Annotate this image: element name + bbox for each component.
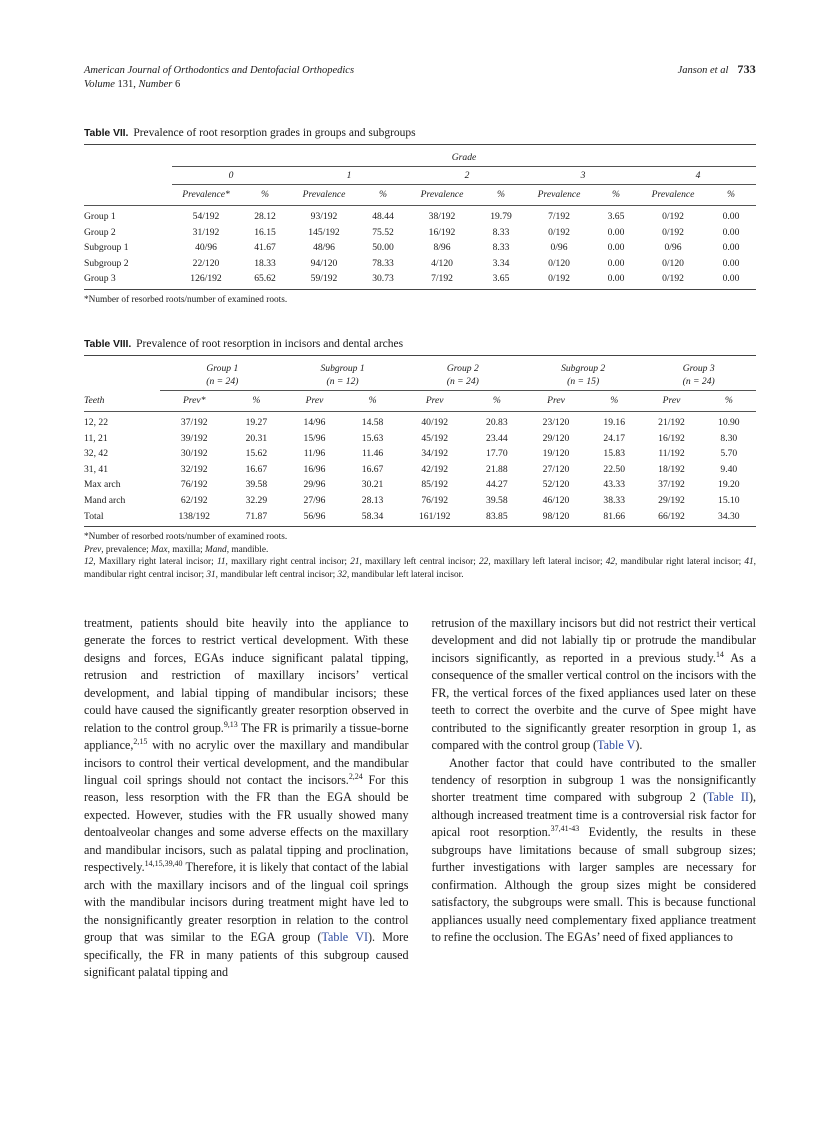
table-vii-row2-c1: 41.67	[254, 242, 276, 254]
table-viii-row5-c0: 62/192	[180, 495, 208, 507]
text-run: retrusion of the maxillary incisors but did not restrict their vertical development and did not labially tip or protrude the mandibular incisors significantly, as reported in a previous study.	[431, 615, 756, 665]
table-viii-prev-3: Prev	[547, 395, 565, 407]
table-vii-prevalence-0: Prevalence*	[182, 189, 230, 201]
table-vii-row1-c1: 16.15	[254, 226, 276, 238]
table-viii-block	[84, 337, 756, 581]
table-vii-row0-c4: 38/192	[428, 211, 456, 223]
table-vii-row2-label: Subgroup 1	[84, 242, 129, 254]
volume-number: 131,	[117, 79, 136, 90]
table-vii-row1-c3: 75.52	[372, 226, 394, 238]
text-run: treatment, patients should bite heavily into the appliance to generate the forces to restrict vertical development. With these designs and forces, EGAs induce significant palatal tipping, retrusion and restriction of maxillary incisors’ vertical development, and labial tipping of mandibular incisors; these could have caused the significantly greater resorption observed in relation to the control group.	[84, 615, 409, 735]
table-viii-row4-c0: 76/192	[180, 479, 208, 491]
table-vii-row1-c4: 16/192	[428, 226, 456, 238]
table-vii-subheader-row	[84, 185, 756, 205]
table-vii-grade-superheader-row	[84, 151, 756, 166]
table-viii-percent-3: %	[610, 395, 619, 407]
table-viii-row3-c5: 21.88	[486, 463, 508, 475]
table-viii-row3-c9: 9.40	[720, 463, 738, 475]
table-vii-row2-c7: 0.00	[607, 242, 625, 254]
table-viii-row2-c8: 11/192	[658, 448, 685, 460]
table-viii-row3-c1: 16.67	[245, 463, 268, 475]
page-number: 733	[737, 62, 756, 76]
table-row	[84, 493, 756, 509]
table-viii-row4-c2: 29/96	[303, 479, 326, 491]
table-vii-grade-0: 0	[228, 170, 234, 182]
paragraph	[84, 615, 409, 982]
table-viii-row0-c7: 19.16	[603, 417, 626, 429]
table-viii-group-0: Group 1	[206, 362, 239, 374]
number-label: Number	[138, 79, 173, 90]
table-vii-grade-1: 1	[346, 170, 352, 182]
table-viii-row1-c8: 16/192	[658, 432, 685, 444]
page-content	[84, 62, 756, 981]
table-vii-row0-c5: 19.79	[490, 211, 512, 223]
table-vii-percent-1: %	[379, 189, 387, 201]
citation-superscript: 2,24	[348, 771, 363, 781]
table-vii-row0-c2: 93/192	[310, 211, 338, 223]
table-viii-group-header-row	[84, 362, 756, 375]
table-vii-percent-2: %	[497, 189, 505, 201]
table-viii-row3-c7: 22.50	[603, 463, 626, 475]
table-viii-group-1-n: (n = 12)	[326, 375, 359, 387]
table-viii-body	[84, 412, 756, 527]
table-viii-row6-c6: 98/120	[542, 510, 570, 522]
text-run: with no acrylic over the maxillary and mandibular incisors to control their vertical development, and the mandibular lingual coil springs should not contact the incisors.	[84, 738, 409, 788]
table-viii-row4-c1: 39.58	[245, 479, 268, 491]
table-vii-grade-4: 4	[695, 170, 701, 182]
table-viii-row0-c3: 14.58	[361, 417, 384, 429]
table-vii-row3-c2: 94/120	[310, 257, 338, 269]
table-vii-row1-c2: 145/192	[308, 226, 340, 238]
table-viii-row0-c4: 40/192	[421, 417, 449, 429]
table-vii-row0-c6: 7/192	[548, 211, 570, 223]
text-run: Evidently, the results in these subgroups have limitations because of small subgroup sizes; further investigations with larger samples are necessary for confirmation. Although the group sizes might be considered satisfactory, the subgroups were small. This is because functional appliances usually need complementary fixed appliance treatment to refine the occlusion. The EGAs’ need of fixed appliances to	[431, 825, 756, 945]
table-viii-row5-c9: 15.10	[718, 495, 740, 507]
table-cross-reference[interactable]: Table II	[706, 790, 749, 805]
table-viii-row5-c3: 28.13	[361, 495, 384, 507]
text-run: Another factor that could have contributed to the smaller tendency of resorption in subgroup 1 was the nonsignificantly shorter treatment time compared with subgroup 2 (	[431, 755, 756, 805]
table-viii-row4-label: Max arch	[84, 479, 121, 491]
paragraph	[432, 755, 757, 947]
table-viii-group-0-n: (n = 24)	[206, 375, 239, 387]
table-vii-prevalence-3: Prevalence	[537, 189, 581, 201]
table-vii-percent-4: %	[727, 189, 735, 201]
running-head-right	[678, 62, 756, 78]
table-vii-row2-c8: 0/96	[664, 242, 682, 254]
table-vii-prevalence-2: Prevalence	[420, 189, 464, 201]
table-viii-row2-c3: 11.46	[361, 448, 384, 460]
table-viii-row5-c2: 27/96	[303, 495, 326, 507]
table-viii-row4-c5: 44.27	[486, 479, 508, 491]
table-viii-row5-c8: 29/192	[658, 495, 685, 507]
table-viii-row4-c6: 52/120	[542, 479, 570, 491]
table-vii-row1-c6: 0/192	[548, 226, 570, 238]
table-viii-row1-c3: 15.63	[361, 432, 384, 444]
table-row	[84, 462, 756, 478]
citation-superscript: 9,13	[223, 719, 238, 729]
table-viii-row0-c6: 23/120	[542, 417, 570, 429]
table-viii-group-3-n: (n = 15)	[567, 375, 600, 387]
spacer-between-tables	[84, 307, 756, 337]
table-vii-row3-c3: 78.33	[372, 257, 394, 269]
text-run: ), although increased treatment time is a controversial risk factor for apical root resorption.	[431, 790, 756, 840]
table-vii-row3-c6: 0/120	[548, 257, 570, 269]
table-viii-row3-label: 31, 41	[84, 463, 108, 475]
table-vii-caption: Prevalence of root resorption grades in groups and subgroups	[133, 127, 416, 139]
table-viii-percent-2: %	[492, 395, 501, 407]
table-viii-row2-c5: 17.70	[486, 448, 508, 460]
table-vii-row2-c6: 0/96	[550, 242, 568, 254]
table-viii-title	[84, 337, 756, 352]
text-run: ).	[635, 738, 643, 753]
table-vii-row1-c5: 8.33	[492, 226, 510, 238]
table-cross-reference[interactable]: Table V	[597, 738, 636, 753]
table-vii-grade-number-row	[84, 167, 756, 185]
table-vii-row3-c5: 3.34	[492, 257, 510, 269]
table-viii-row3-c0: 32/192	[180, 463, 208, 475]
table-row	[84, 256, 756, 272]
table-viii-row5-c7: 38.33	[603, 495, 626, 507]
body-columns	[84, 615, 756, 982]
table-vii-grade-2: 2	[464, 170, 470, 182]
table-row	[84, 477, 756, 493]
paragraph	[432, 615, 757, 755]
text-run: Therefore, it is likely that contact of the labial arch with the maxillary incisors and of the lingual coil springs with the mandibular incisors during treatment might have led to the nonsignificantly greater resorption in relation to the control group that was similar to the EGA group (	[84, 860, 409, 945]
table-viii-group-2-n: (n = 24)	[446, 375, 479, 387]
table-vii-grade-3: 3	[580, 170, 586, 182]
table-vii-row2-c9: 0.00	[722, 242, 740, 254]
table-viii-row6-c3: 58.34	[361, 510, 384, 522]
volume-label: Volume	[84, 79, 115, 90]
table-viii-footnote-3: 12, Maxillary right lateral incisor; 11, maxillary right central incisor; 21, maxillary left central incisor; 22, maxillary left lateral incisor; 42, mandibular right lateral incisor; 41, mandibular right central incisor; 31, mandibular left central incisor; 32, mandibular left lateral incisor.	[84, 557, 756, 580]
table-vii-percent-3: %	[612, 189, 620, 201]
table-vii-prevalence-4: Prevalence	[651, 189, 695, 201]
table-viii-row1-c5: 23.44	[486, 432, 508, 444]
table-viii-row6-c8: 66/192	[658, 510, 685, 522]
table-viii-row3-c6: 27/120	[542, 463, 570, 475]
table-viii-prev-1: Prev	[305, 395, 324, 407]
table-cross-reference[interactable]: Table VI	[321, 930, 368, 945]
table-viii-row1-c7: 24.17	[603, 432, 626, 444]
table-viii-prev-2: Prev	[425, 395, 444, 407]
table-viii-group-4-n: (n = 24)	[682, 375, 715, 387]
table-viii-row1-c2: 15/96	[303, 432, 326, 444]
table-viii-row6-label: Total	[84, 510, 104, 522]
table-row	[84, 225, 756, 241]
text-run: The FR is primarily a tissue-borne appliance,	[84, 720, 409, 753]
table-viii-group-3: Subgroup 2	[561, 362, 606, 374]
table-viii-footnote-2: Prev, prevalence; Max, maxilla; Mand, mandible.	[84, 544, 269, 555]
table-vii-row3-c8: 0/120	[662, 257, 684, 269]
table-viii-row1-c1: 20.31	[245, 432, 268, 444]
table-viii-row2-c0: 30/192	[180, 448, 208, 460]
table-viii-row4-c7: 43.33	[603, 479, 626, 491]
text-run: ). More specifically, the FR in many patients of this subgroup caused significant palatal tipping and	[84, 930, 409, 979]
table-viii-row3-c4: 42/192	[421, 463, 449, 475]
table-vii-title	[84, 126, 756, 141]
table-viii-row5-label: Mand arch	[84, 495, 126, 507]
table-vii-row0-c9: 0.00	[722, 211, 740, 223]
volume-issue-line	[84, 78, 354, 92]
table-viii-row2-c9: 5.70	[720, 448, 738, 460]
table-viii-number: Table VIII.	[84, 337, 132, 350]
table-vii-footnote: *Number of resorbed roots/number of examined roots.	[84, 295, 288, 306]
table-vii-row4-c2: 59/192	[310, 273, 338, 285]
table-row	[84, 431, 756, 447]
table-viii-row2-c7: 15.83	[603, 448, 626, 460]
table-vii-row2-c4: 8/96	[433, 242, 451, 254]
table-vii-number: Table VII.	[84, 127, 129, 139]
table-viii-row2-label: 32, 42	[84, 448, 108, 460]
table-viii-row0-c5: 20.83	[486, 417, 508, 429]
table-vii-row4-c5: 3.65	[492, 273, 510, 285]
spacer-after-tables	[84, 581, 756, 615]
table-viii-row6-c4: 161/192	[418, 510, 451, 522]
table-viii-row2-c1: 15.62	[245, 448, 268, 460]
table-row	[84, 206, 756, 225]
table-viii-row1-c4: 45/192	[421, 432, 449, 444]
table-vii-row4-c8: 0/192	[662, 273, 684, 285]
table-vii-row2-c0: 40/96	[195, 242, 217, 254]
table-viii-row3-c3: 16.67	[361, 463, 384, 475]
table-vii-row4-c4: 7/192	[431, 273, 453, 285]
author-running-name: Janson et al	[677, 65, 729, 76]
table-vii-row0-c3: 48.44	[372, 211, 394, 223]
table-viii-prev-0: Prev*	[182, 395, 206, 407]
table-viii-row0-c9: 10.90	[718, 417, 740, 429]
table-viii-row6-c5: 83.85	[486, 510, 508, 522]
table-viii-percent-0: %	[252, 395, 261, 407]
table-vii-row1-c9: 0.00	[722, 226, 740, 238]
table-viii-row5-c6: 46/120	[542, 495, 570, 507]
table-row	[84, 240, 756, 256]
table-vii-grade-label: Grade	[451, 152, 477, 163]
table-viii-row1-c6: 29/120	[542, 432, 570, 444]
right-column	[432, 615, 757, 982]
table-vii-row0-label: Group 1	[84, 211, 116, 223]
table-viii-percent-4: %	[724, 395, 733, 407]
table-viii-row2-c6: 19/120	[542, 448, 570, 460]
table-vii-block	[84, 126, 756, 307]
table-viii-row4-c4: 85/192	[421, 479, 449, 491]
table-row	[84, 412, 756, 431]
table-vii-bottom-rule	[84, 289, 756, 290]
table-viii-row4-c8: 37/192	[658, 479, 685, 491]
table-row	[84, 446, 756, 462]
table-viii-row6-c7: 81.66	[603, 510, 626, 522]
table-vii-row4-c3: 30.73	[372, 273, 394, 285]
table-viii-group-2: Group 2	[446, 362, 479, 374]
table-viii-teeth-header: Teeth	[84, 395, 105, 407]
table-vii-row3-c9: 0.00	[722, 257, 740, 269]
table-viii-row0-c1: 19.27	[245, 417, 268, 429]
table-viii-group-n-row	[84, 375, 756, 391]
table-viii-row6-c1: 71.87	[245, 510, 268, 522]
citation-superscript: 14,15,39,40	[144, 859, 183, 869]
table-viii-row1-label: 11, 21	[84, 432, 108, 444]
table-viii-row4-c3: 30.21	[361, 479, 384, 491]
table-vii-row0-c8: 0/192	[662, 211, 684, 223]
text-run: For this reason, less resorption with the FR than the EGA should be expected. However, studies with the FR usually showed many dentoalveolar changes and some adverse effects on the maxillary and mandibular incisors, such as palatal tipping and proclination, respectively.	[84, 773, 409, 875]
text-run: As a consequence of the smaller vertical control on the incisors with the FR, the vertical forces of the fixed appliances used later on these teeth to correct the overbite and the curve of Spee might have contributed to the significantly greater resorption in group 1, as compared with the control group (	[431, 650, 757, 753]
table-vii-row1-c8: 0/192	[662, 226, 684, 238]
table-vii-row3-c0: 22/120	[192, 257, 220, 269]
table-vii-percent-0: %	[261, 189, 269, 201]
table-viii	[84, 355, 756, 528]
table-viii-row1-c0: 39/192	[180, 432, 208, 444]
table-viii-row0-label: 12, 22	[84, 417, 108, 429]
table-vii-row1-c0: 31/192	[192, 226, 220, 238]
table-vii-row2-c5: 8.33	[492, 242, 510, 254]
table-viii-footnote-1: *Number of resorbed roots/number of examined roots.	[84, 532, 288, 543]
table-viii-row0-c2: 14/96	[303, 417, 326, 429]
table-vii-row1-label: Group 2	[84, 226, 116, 238]
table-vii-row3-c4: 4/120	[431, 257, 453, 269]
left-column	[84, 615, 409, 982]
table-viii-row0-c0: 37/192	[180, 417, 208, 429]
running-head-left	[84, 64, 354, 92]
table-viii-row2-c2: 11/96	[303, 448, 326, 460]
table-vii-row4-c0: 126/192	[190, 273, 222, 285]
table-vii-prevalence-1: Prevalence	[302, 189, 346, 201]
citation-superscript: 37,41-43	[550, 824, 580, 834]
table-viii-row6-c9: 34.30	[718, 510, 740, 522]
table-vii-row2-c2: 48/96	[313, 242, 335, 254]
table-vii-row3-c7: 0.00	[607, 257, 625, 269]
table-vii-row1-c7: 0.00	[607, 226, 625, 238]
table-vii-row0-c7: 3.65	[607, 211, 625, 223]
table-vii-row3-c1: 18.33	[254, 257, 276, 269]
table-viii-row1-c9: 8.30	[720, 432, 738, 444]
table-vii-row4-c1: 65.62	[254, 273, 276, 285]
table-viii-caption: Prevalence of root resorption in incisors and dental arches	[136, 337, 404, 350]
spacer-after-runhead	[84, 92, 756, 126]
table-viii-row4-c9: 19.20	[718, 479, 740, 491]
issue-number: 6	[175, 79, 181, 90]
table-vii-row4-c9: 0.00	[722, 273, 740, 285]
journal-name: American Journal of Orthodontics and Dentofacial Orthopedics	[84, 65, 355, 76]
table-viii-row6-c2: 56/96	[303, 510, 326, 522]
table-viii-row5-c4: 76/192	[421, 495, 449, 507]
table-vii-row2-c3: 50.00	[372, 242, 394, 254]
table-viii-subheader-row	[84, 391, 756, 411]
table-viii-row5-c5: 39.58	[486, 495, 508, 507]
table-viii-row0-c8: 21/192	[658, 417, 685, 429]
table-vii-row3-label: Subgroup 2	[84, 257, 129, 269]
table-vii-body	[84, 206, 756, 290]
table-vii-row4-c7: 0.00	[607, 273, 625, 285]
table-viii-row3-c2: 16/96	[303, 463, 326, 475]
running-head	[84, 62, 756, 92]
table-viii-group-4: Group 3	[682, 362, 715, 374]
table-row	[84, 271, 756, 289]
table-row	[84, 508, 756, 526]
table-viii-percent-1: %	[368, 395, 377, 407]
table-viii-prev-4: Prev	[662, 395, 681, 407]
table-vii-row0-c1: 28.12	[254, 211, 276, 223]
table-viii-row3-c8: 18/192	[658, 463, 685, 475]
citation-superscript: 14	[715, 649, 724, 659]
table-vii-row4-label: Group 3	[84, 273, 116, 285]
table-vii-row0-c0: 54/192	[192, 211, 220, 223]
table-vii-row4-c6: 0/192	[548, 273, 570, 285]
table-viii-bottom-rule	[84, 526, 756, 527]
citation-superscript: 2,15	[133, 737, 148, 747]
table-viii-group-1: Subgroup 1	[320, 362, 365, 374]
table-vii	[84, 144, 756, 290]
table-viii-row6-c0: 138/192	[178, 510, 210, 522]
table-viii-row5-c1: 32.29	[245, 495, 268, 507]
table-viii-row2-c4: 34/192	[421, 448, 449, 460]
